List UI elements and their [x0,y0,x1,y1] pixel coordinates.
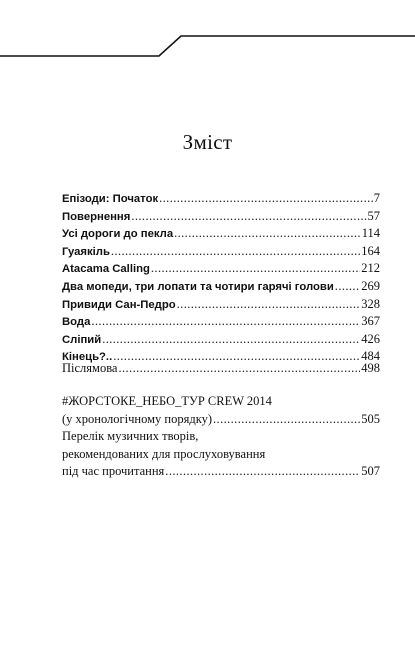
toc-entry-page: 498 [361,361,380,375]
toc-dot-leader [118,360,360,378]
toc-entry-page: 484 [361,349,380,364]
toc-entry [62,463,380,481]
toc-entry [62,278,380,296]
toc-dot-leader [159,190,373,208]
toc-entry-page: 114 [361,226,380,241]
toc-main-list [62,190,380,366]
toc-entry-page: 164 [361,243,380,258]
toc-entry-page: 367 [361,314,380,329]
toc-entry-label: Сліпий [62,333,102,346]
toc-dot-leader [174,225,361,243]
toc-entry-label: Atacama Calling [62,263,150,276]
toc-entry [62,243,380,261]
toc-entry [62,208,380,226]
crew-title: #ЖОРСТОКЕ_НЕБО_ТУР CREW 2014 [62,394,272,408]
header-rule [0,0,415,70]
toc-entry-label: під час прочитання [62,464,165,479]
music-title-line: Перелік музичних творів, [62,429,199,444]
toc-entry-label: Післямова [62,361,118,375]
toc-entry-label: Вода [62,316,91,329]
toc-dot-leader [213,411,360,429]
toc-dot-leader [102,331,360,349]
toc-entry-page: 212 [361,261,380,276]
toc-entry-page: 328 [361,296,380,311]
toc-entry [62,225,380,243]
toc-entry-page: 269 [361,278,380,293]
toc-appendix [62,393,380,481]
music-title-line: рекомендованих для прослуховування [62,446,266,461]
toc-dot-leader [111,243,360,261]
toc-dot-leader [165,463,360,481]
toc-entry [62,296,380,314]
toc-entry-label: (у хронологічному порядку) [62,411,213,426]
toc-dot-leader [335,278,360,296]
toc-entry-label: Гуаякіль [62,245,110,258]
toc-entry-page: 7 [373,191,380,205]
toc-dot-leader [151,260,360,278]
toc-entry-label: Повернення [62,210,131,223]
toc-entry [62,313,380,331]
toc-entry-label: Епізоди: Початок [62,193,159,205]
toc-entry [62,331,380,349]
toc-entry-page: 507 [361,464,380,479]
toc-entry-page: 505 [361,411,380,426]
toc-entry-label: Два мопеди, три лопати та чотири гарячі голови [62,280,334,293]
page-title: Зміст [182,130,233,154]
toc-afterword [62,360,380,378]
toc-entry-label: Привиди Сан-Педро [62,298,176,311]
toc-entry-page: 57 [367,208,380,223]
toc-dot-leader [177,296,361,314]
toc-entry-page: 426 [361,331,380,346]
toc-entry [62,190,380,208]
toc-entry-label: Кінець?.. [62,351,113,364]
toc-entry [62,360,380,378]
toc-dot-leader [131,208,366,226]
toc-entry [62,260,380,278]
toc-entry-label: Усі дороги до пекла [62,228,174,241]
toc-entry [62,411,380,429]
toc-dot-leader [91,313,360,331]
